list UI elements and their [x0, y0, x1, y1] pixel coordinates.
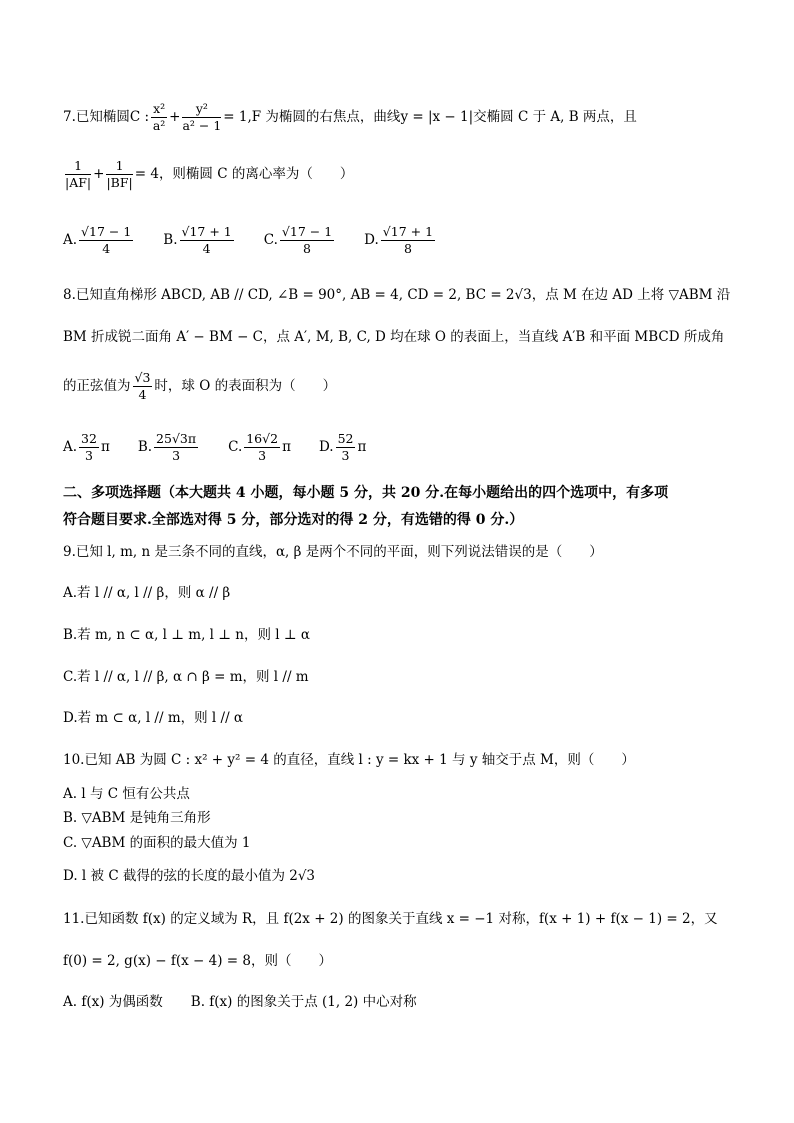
option-label: D.	[318, 439, 334, 455]
q7-stem-line2: $\frac{1}{|AF|}$ + $\frac{1}{|BF|}$ = 4，则椭圆 C 的离心率为（ ）	[65, 158, 354, 190]
frac-num: 1	[65, 160, 91, 175]
q9-option-c[interactable]: C.若 l // α, l // β, α ∩ β = m，则 l // m	[63, 669, 309, 685]
q10-option-a[interactable]: A. l 与 C 恒有公共点	[63, 786, 190, 802]
option-label: C.	[263, 232, 278, 248]
frac-den: 3	[172, 447, 181, 463]
q7-option-d[interactable]	[364, 226, 437, 255]
frac-den: 4	[102, 240, 111, 256]
frac-num: y²	[182, 103, 221, 118]
q8-option-c[interactable]	[228, 433, 291, 462]
q9-stem: 9.已知 l, m, n 是三条不同的直线，α, β 是两个不同的平面，则下列说法错误的是（ ）	[63, 544, 603, 560]
frac-num: √17 + 1	[181, 224, 232, 239]
frac-num: 32	[81, 431, 97, 446]
q8-option-d[interactable]	[319, 433, 366, 462]
frac-den: 3	[85, 447, 93, 463]
q10-option-d[interactable]: D. l 被 C 截得的弦的长度的最小值为 2√3	[63, 868, 316, 884]
option-suffix: π	[357, 439, 367, 455]
q8-line3-pre: 的正弦值为	[63, 378, 131, 394]
q11-options	[63, 996, 445, 1010]
option-suffix: π	[100, 439, 110, 455]
frac-den: 8	[303, 240, 311, 256]
q8-line3-frac	[133, 372, 153, 401]
q7-line2-rhs: = 4	[134, 166, 159, 182]
frac-den: |AF|	[65, 174, 92, 190]
section2-heading-line1: 二、多项选择题（本大题共 4 小题，每小题 5 分，共 20 分.在每小题给出的四个选项中，有多项	[63, 485, 669, 501]
q7-mid: F 为椭圆的右焦点，曲线	[251, 109, 401, 125]
frac-num: √17 − 1	[281, 224, 333, 239]
q7-eq-rhs: = 1,	[223, 109, 252, 125]
q7-option-b[interactable]	[163, 226, 235, 255]
q7-option-c[interactable]	[264, 226, 336, 255]
frac-num: 1	[106, 160, 132, 175]
q7-post: 交椭圆 C 于 A, B 两点，且	[473, 109, 637, 125]
frac-num: x²	[153, 101, 166, 116]
q10-option-c[interactable]: C. ▽ABM 的面积的最大值为 1	[63, 835, 251, 851]
frac-num: 52	[337, 431, 354, 446]
frac-num: √17 − 1	[81, 224, 132, 239]
q7-prefix: 7.已知椭圆	[63, 109, 130, 125]
q7-line2-frac1	[65, 160, 91, 189]
q11-option-b[interactable]: B. f(x) 的图象关于点 (1, 2) 中心对称	[190, 994, 417, 1010]
frac-den: 4	[202, 240, 211, 256]
frac-num: 16√2	[246, 431, 279, 446]
q7-eq-lhs: C :	[129, 109, 150, 125]
q7-frac1	[151, 103, 167, 132]
q10-option-b[interactable]: B. ▽ABM 是钝角三角形	[63, 810, 211, 826]
option-label: B.	[163, 232, 178, 248]
q7-option-a[interactable]	[63, 226, 135, 255]
q8-stem-line3	[63, 372, 336, 401]
q11-stem-line1: 11.已知函数 f(x) 的定义域为 R，且 f(2x + 2) 的图象关于直线 x = −1 对称，f(x + 1) + f(x − 1) = 2，又	[63, 911, 718, 927]
q7-line2-text: ，则椭圆 C 的离心率为（ ）	[158, 166, 354, 182]
q9-option-b[interactable]: B.若 m, n ⊂ α, l ⊥ m, l ⊥ n，则 l ⊥ α	[63, 627, 310, 643]
option-label: D.	[364, 232, 379, 248]
q8-stem-line2: BM 折成锐二面角 A′ − BM − C，点 A′, M, B, C, D 均在球 O 的表面上，当直线 A′B 和平面 MBCD 所成角	[63, 329, 725, 345]
q8-option-a[interactable]	[63, 433, 110, 462]
option-label: C.	[228, 439, 243, 455]
q9-option-d[interactable]: D.若 m ⊂ α, l // m，则 l // α	[63, 710, 244, 726]
q7-stem-line1: 7.已知椭圆C : $\frac{\text{x²}}{\text{a²}}$ + $\frac{\text{y²}}{\text{a² − 1}}$ = 1,F 为椭圆的右焦点，曲线y = |x − 1|交椭圆 C 于 A, B 两点，且	[63, 101, 637, 133]
q7-line2-frac2	[106, 160, 132, 189]
option-suffix: π	[282, 439, 291, 455]
q10-stem: 10.已知 AB 为圆 C : x² + y² = 4 的直径，直线 l : y = kx + 1 与 y 轴交于点 M，则（ ）	[63, 752, 635, 768]
q11-stem-line2: f(0) = 2, g(x) − f(x − 4) = 8，则（ ）	[63, 953, 332, 969]
frac-den: |BF|	[106, 174, 133, 190]
frac-den: 8	[403, 240, 412, 256]
q8-line3-post: 时，球 O 的表面积为（ ）	[154, 378, 337, 394]
frac-num: √3	[134, 370, 151, 385]
frac-num: 25√3π	[156, 431, 197, 446]
q8-option-b[interactable]	[138, 433, 200, 462]
option-label: B.	[137, 439, 153, 455]
frac-num: √17 + 1	[382, 224, 434, 239]
frac-den: 4	[138, 386, 147, 402]
section2-heading-line2: 符合题目要求.全部选对得 5 分，部分选对的得 2 分，有选错的得 0 分.）	[63, 512, 524, 528]
q8-options	[63, 433, 394, 462]
q9-option-a[interactable]: A.若 l // α, l // β，则 α // β	[63, 585, 231, 601]
frac-den: a²	[152, 117, 166, 133]
q7-curve: y = |x − 1|	[400, 109, 474, 125]
q7-frac2	[182, 103, 221, 132]
frac-den: 3	[258, 447, 267, 463]
option-label: A.	[63, 439, 78, 455]
option-label: A.	[63, 232, 78, 248]
frac-den: a² − 1	[182, 117, 222, 133]
q8-stem-line1: 8.已知直角梯形 ABCD, AB // CD, ∠B = 90°, AB = 4, CD = 2, BC = 2√3，点 M 在边 AD 上将 ▽ABM 沿	[63, 287, 731, 303]
q11-option-a[interactable]: A. f(x) 为偶函数	[63, 994, 163, 1010]
frac-den: 3	[341, 447, 350, 463]
q7-options	[63, 226, 465, 255]
